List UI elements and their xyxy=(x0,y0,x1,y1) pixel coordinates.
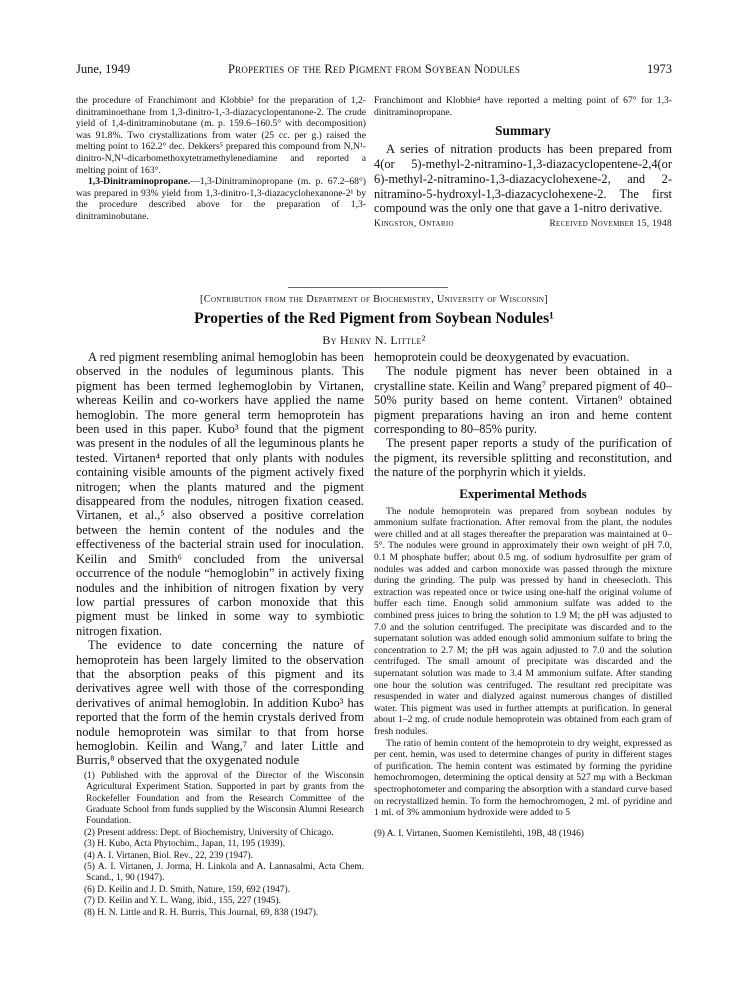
paragraph: The nodule pigment has never been obtained in a crystalline state. Keilin and Wang⁷ prepared pigment of 40–50% purity based on heme content. Virtanen⁹ obtained pigment preparations having an iron and heme content corresponding to 80–85% purity. xyxy=(374,364,672,437)
paragraph xyxy=(76,176,366,222)
issue-date: June, 1949 xyxy=(76,62,131,76)
paragraph: The nodule hemoprotein was prepared from soybean nodules by ammonium sulfate fractionation. After removal from the plant, the nodules were chilled and at all stages thereafter the preparation was maintained at 0–5°. The nodules were ground in approximately their own weight of pH 7.0, 0.1 M phosphate buffer; about 0.5 mg. of sodium hydrosulfite per gram of nodules was added and carbon monoxide was passed through the mixture during the grinding. The pulp was pressed by hand in cheesecloth. This extraction was repeated once or twice using one-half the original volume of buffer each time. Enough solid ammonium sulfate was added to the combined press juices to bring the solution to 1.9 M; the pH was adjusted to 7.0 and the solution centrifuged. The precipitate was discarded and to the supernatant solution was added enough solid ammonium sulfate to bring the concentration to 2.7 M; the pH was again adjusted to 7.0 and the solution centrifuged. The small amount of precipitate was discarded and the supernatant solution was made to 3.4 M ammonium sulfate. After standing one hour the solution was centrifuged. The resultant red precipitate was resuspended in water and dialyzed against numerous changes of distilled water. This pigment was used in further attempts at purification. In general about 1–2 mg. of crude nodule hemoprotein was obtained from each gram of fresh nodules. xyxy=(374,505,672,737)
running-header xyxy=(76,62,672,80)
footnote: (2) Present address: Dept. of Biochemistry, University of Chicago. xyxy=(84,827,334,838)
paragraph: The ratio of hemin content of the hemoprotein to dry weight, expressed as per cent. hemin, was used to determine changes of purity in different stages of purification. The hemin content was estimated by forming the pyridine hemochromogen, determining the optical density at 527 mμ with a Beckman spectrophotometer and comparing the absorption with a standard curve based on recrystallized hemin. To form the hemochromogen, 2 ml. of pyridine and 1 ml. of 3% ammonium hydroxide were added to 5 xyxy=(374,737,672,819)
footnote: (8) H. N. Little and R. H. Burris, This Journal, 69, 838 (1947). xyxy=(84,907,319,918)
footnote: (6) D. Keilin and J. D. Smith, Nature, 159, 692 (1947). xyxy=(84,884,290,895)
signature-line xyxy=(374,219,672,229)
footnotes xyxy=(76,771,364,919)
running-head-title: Properties of the Red Pigment from Soybean Nodules xyxy=(227,62,521,76)
paragraph: The evidence to date concerning the nature of hemoprotein has been largely limited to the observation that the absorption peaks of this pigment and its derivatives agree well with those of the corresponding derivatives of animal hemoglobin. In addition Kubo³ has reported that the form of the hemin crystals derived from nodule hemoprotein was similar to that from horse hemoglobin. Keilin and Wang,⁷ and later Little and Burris,⁸ observed that the oxygenated nodule xyxy=(76,638,364,768)
previous-article-end-right xyxy=(374,95,672,229)
footnote: (4) A. I. Virtanen, Biol. Rev., 22, 239 (1947). xyxy=(84,850,253,861)
footnote: (5) A. I. Virtanen, J. Jorma, H. Linkola and A. Lannasalmi, Acta Chem. Scand., 1, 90 (1947). xyxy=(84,862,364,884)
contribution-line: [Contribution from the Department of Biochemistry, University of Wisconsin] xyxy=(199,294,549,305)
article-title: Properties of the Red Pigment from Soybean Nodules¹ xyxy=(194,310,554,327)
footnote: (9) A. I. Virtanen, Suomen Kemistilehti, 19B, 48 (1946) xyxy=(374,828,584,839)
page-number: 1973 xyxy=(647,62,672,76)
author-byline: By Henry N. Little² xyxy=(322,333,426,347)
main-column-left xyxy=(76,350,364,919)
received-date: Received November 15, 1948 xyxy=(549,219,672,230)
paragraph: The present paper reports a study of the purification of the pigment, its reversible splitting and reconstitution, and the nature of the porphyrin which it yields. xyxy=(374,436,672,480)
footnote: (3) H. Kubo, Acta Phytochim., Japan, 11, 195 (1939). xyxy=(84,839,285,850)
paragraph-text: —1,3-Dinitraminopropane (m. p. 67.2–68°) was prepared in 93% yield from 1,3-dinitro-1,3-diazacyclohexanone-2¹ by the procedure described above for the preparation of 1,3-dinitraminobutane. xyxy=(76,176,366,222)
paragraph: A red pigment resembling animal hemoglobin has been observed in the nodules of leguminous plants. This pigment has been termed leghemoglobin by Virtanen, whereas Keilin and co-workers have applied the name hemoglobin. The more general term hemoprotein has been used in this paper. Kubo³ found that the pigment was present in the nodules of all the leguminous plants he tested. Virtanen⁴ reported that only plants with nodules containing visible amounts of the pigment actively fixed nitrogen; when the plants matured and the pigment disappeared from the nodules, nitrogen fixation ceased. Virtanen, et al.,⁵ also observed a positive correlation between the hemin content of the nodules and the effectiveness of the bacterial strain used for inoculation. Keilin and Smith⁶ concluded from the universal occurrence of the nodule “hemoglobin” in actively fixing nodules and the inhibition of nitrogen fixation by very low partial pressures of carbon monoxide that this pigment must be linked in some way to symbiotic nitrogen fixation. xyxy=(76,350,364,638)
section-heading: Experimental Methods xyxy=(459,485,587,501)
main-column-right xyxy=(374,350,672,840)
previous-article-end-left xyxy=(76,95,366,223)
summary-heading: Summary xyxy=(495,123,551,139)
footnote: (7) D. Keilin and Y. L. Wang, ibid., 155, 227 (1945). xyxy=(84,896,281,907)
divider xyxy=(288,287,448,288)
paragraph: the procedure of Franchimont and Klobbie³ for the preparation of 1,2-dinitraminoethane from 1,3-dinitro-1,-3-diazacyclopentanone-2. The crude yield of 1,4-dinitraminobutane (m. p. 159.6–160.5° with decomposition) was 91.8%. Two crystallizations from water (25 cc. per g.) raised the melting point to 162.2° dec. Dekkers⁵ prepared this compound from N,N¹-dinitro-N,N¹-dicarbomethoxytetramethylenediamine and reported a melting point of 163°. xyxy=(76,95,366,176)
footnote: (1) Published with the approval of the Director of the Wisconsin Agricultural Experiment Station. Supported in part by grants from the Rockefeller Foundation and from the Research Committee of the Graduate School from funds supplied by the Wisconsin Alumni Research Foundation. xyxy=(84,770,364,827)
paragraph: Franchimont and Klobbie⁴ have reported a melting point of 67° for 1,3-dinitraminopropane. xyxy=(374,95,672,118)
author-location: Kingston, Ontario xyxy=(374,219,454,230)
compound-label: 1,3-Dinitraminopropane. xyxy=(88,176,191,188)
summary-text: A series of nitration products has been prepared from 4(or 5)-methyl-2-nitramino-1,3-diazacyclopentene-2,4(or 6)-methyl-2-nitramino-1,3-diazacyclohexene-2, and 2-nitramino-5-hydroxyl-1,3-diazacyclohexene-2. The first compound was the only one that gave a 1-nitro derivative. xyxy=(374,142,672,216)
paragraph: hemoprotein could be deoxygenated by evacuation. xyxy=(374,350,630,364)
